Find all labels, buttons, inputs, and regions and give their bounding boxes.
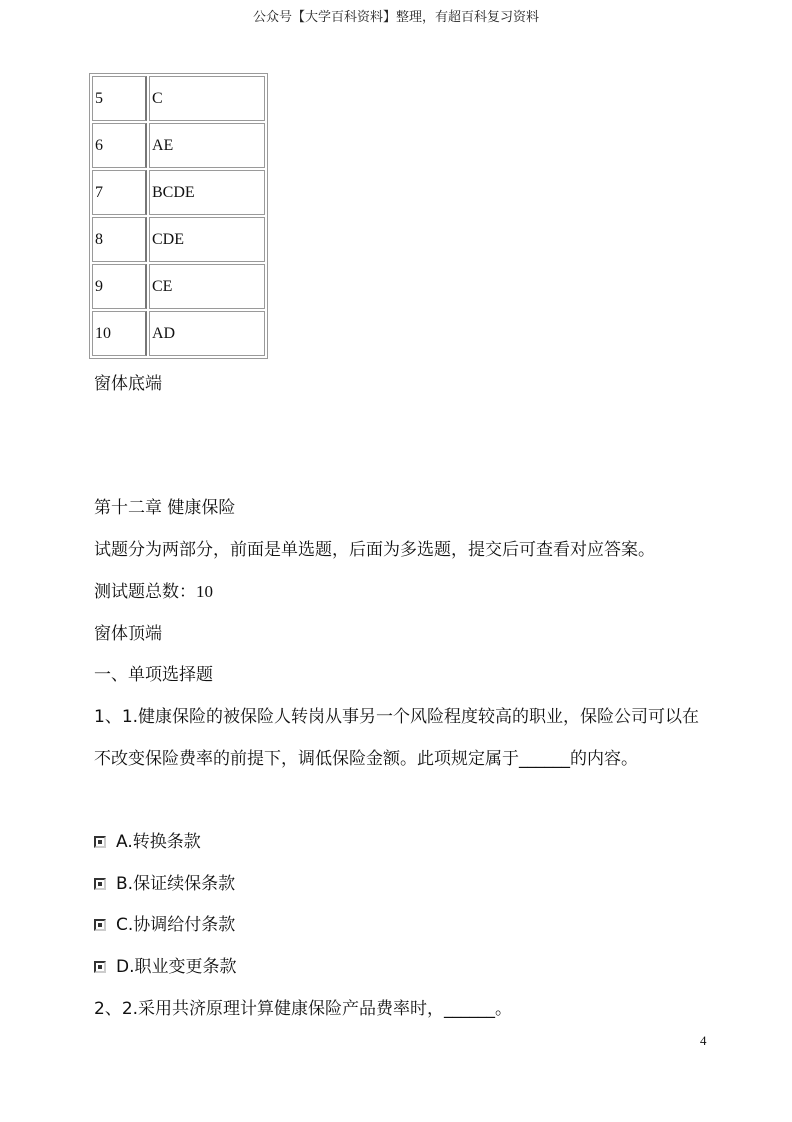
question-number-cell: 8	[92, 217, 147, 262]
total-label: 测试题总数：	[94, 582, 196, 602]
answer-table	[89, 73, 268, 359]
radio-button-icon[interactable]	[94, 836, 106, 848]
option-a[interactable]	[94, 831, 201, 853]
answer-cell: CDE	[149, 217, 265, 262]
question-number-cell: 6	[92, 123, 147, 168]
radio-button-icon[interactable]	[94, 878, 106, 890]
form-bottom-label: 窗体底端	[94, 374, 162, 394]
answer-table-row	[92, 170, 265, 215]
radio-button-icon[interactable]	[94, 961, 106, 973]
answer-table-row	[92, 123, 265, 168]
answer-table-row	[92, 217, 265, 262]
option-c[interactable]	[94, 914, 235, 936]
question-number-cell: 10	[92, 311, 147, 356]
page-number: 4	[700, 1033, 707, 1048]
page-header: 公众号【大学百科资料】整理，有超百科复习资料	[252, 10, 539, 25]
option-d-label: D.职业变更条款	[116, 957, 237, 977]
chapter-title: 第十二章 健康保险	[94, 498, 236, 518]
answer-cell: AE	[149, 123, 265, 168]
answer-table-row	[92, 264, 265, 309]
answer-cell: C	[149, 76, 265, 121]
total-value: 10	[196, 582, 213, 601]
option-d[interactable]	[94, 956, 237, 978]
answer-cell: AD	[149, 311, 265, 356]
option-a-label: A.转换条款	[116, 832, 201, 852]
answer-cell: BCDE	[149, 170, 265, 215]
total-count	[94, 581, 213, 603]
answer-table-row	[92, 311, 265, 356]
question-1-text: 1、1.健康保险的被保险人转岗从事另一个风险程度较高的职业，保险公司可以在不改变保险费率的前提下，调低保险金额。此项规定属于______的内容。	[94, 707, 700, 769]
section-title: 一、单项选择题	[94, 665, 213, 685]
question-2-text: 2、2.采用共济原理计算健康保险产品费率时，______。	[94, 999, 513, 1019]
question-number-cell: 5	[92, 76, 147, 121]
intro-text: 试题分为两部分，前面是单选题，后面为多选题，提交后可查看对应答案。	[94, 540, 655, 560]
option-b[interactable]	[94, 873, 235, 895]
question-number-cell: 7	[92, 170, 147, 215]
answer-cell: CE	[149, 264, 265, 309]
option-c-label: C.协调给付条款	[116, 915, 236, 935]
radio-button-icon[interactable]	[94, 919, 106, 931]
option-b-label: B.保证续保条款	[116, 874, 236, 894]
form-top-label: 窗体顶端	[94, 624, 162, 644]
question-number-cell: 9	[92, 264, 147, 309]
answer-table-row	[92, 76, 265, 121]
